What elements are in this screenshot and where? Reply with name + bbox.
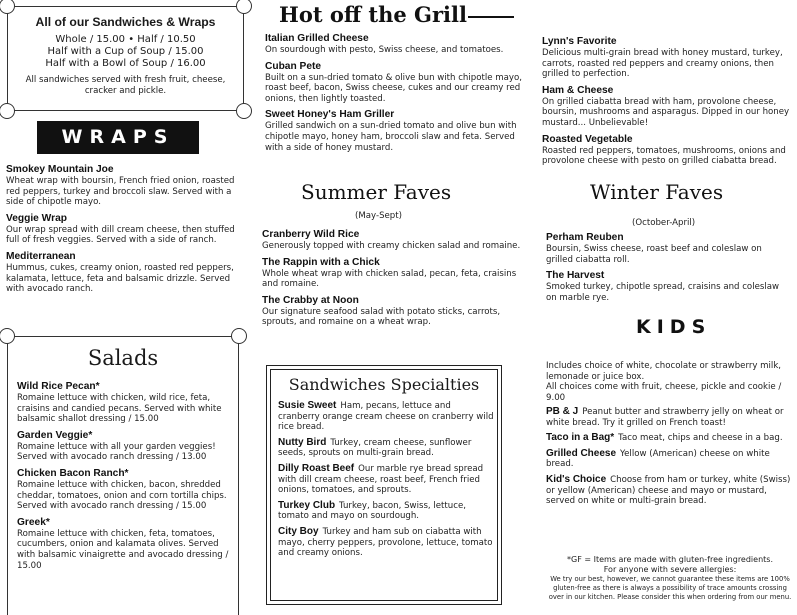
item-name: Turkey Club <box>278 499 336 511</box>
corner-notch <box>0 0 15 14</box>
item-desc: Built on a sun-dried tomato & olive bun with chipotle mayo, roast beef, bacon, Swiss cheese, cukes and our creamy red onions, then lightly toasted. <box>265 72 522 104</box>
pricing-line: Whole / 15.00 • Half / 10.50 <box>55 34 196 45</box>
salads-heading: Salads <box>87 346 159 370</box>
menu-item <box>278 401 495 433</box>
item-name: Italian Grilled Cheese <box>265 33 369 44</box>
item-name: Cranberry Wild Rice <box>262 229 360 240</box>
item-desc: Delicious multi-grain bread with honey mustard, turkey, carrots, roasted red peppers and creamy onions, then grilled to perfection. <box>542 48 783 80</box>
item-name: Perham Reuben <box>546 232 624 243</box>
corner-notch <box>0 328 15 344</box>
menu-item <box>265 33 530 56</box>
menu-item <box>262 295 522 328</box>
menu-item <box>278 501 495 522</box>
kids-intro-line: Includes choice of white, chocolate or strawberry milk, lemonade or juice box. <box>546 361 782 382</box>
item-desc: Choose from ham or turkey, white (Swiss) or yellow (American) cheese and mayo or mustard, served on white or multi-grain bread. <box>546 474 791 507</box>
item-desc: Whole wheat wrap with chicken salad, pecan, feta, craisins and romaine. <box>262 268 517 290</box>
kids-list <box>546 407 796 512</box>
wraps-heading: WRAPS <box>37 121 199 154</box>
pricing-title: All of our Sandwiches & Wraps <box>35 15 216 29</box>
menu-item <box>17 468 232 512</box>
menu-item <box>278 527 495 559</box>
menu-item <box>17 517 232 571</box>
menu-item <box>546 433 796 444</box>
pricing-box <box>7 6 244 111</box>
item-desc: Romaine lettuce with all your garden veggies! Served with avocado ranch dressing / 13.00 <box>17 441 216 463</box>
gf-line: *GF = Items are made with gluten-free ingredients. <box>567 555 773 564</box>
item-desc: Turkey and ham sub on ciabatta with mayo, cherry peppers, provolone, lettuce, tomato and creamy onions. <box>278 526 493 559</box>
item-name: PB & J <box>546 406 579 417</box>
menu-item <box>278 438 495 459</box>
menu-item <box>17 381 232 425</box>
item-desc: Romaine lettuce with chicken, bacon, shredded cheddar, tomatoes, onion and corn tortilla chips. Served with avocado ranch dressing / 15.00 <box>17 479 227 512</box>
menu-item <box>6 251 246 295</box>
allergy-disclaimer: We try our best, however, we cannot guarantee these items are 100% gluten-free as there is always a possibility of trace amounts crossing over in our kitchen. Please consider this when ordering from our menu. <box>548 575 792 601</box>
item-name: Roasted Vegetable <box>542 133 633 145</box>
item-name: Dilly Roast Beef <box>278 462 355 474</box>
menu-item <box>17 430 232 463</box>
item-desc: Romaine lettuce with chicken, wild rice, feta, craisins and candied pecans. Served with white balsamic shallot dressing / 15.00 <box>17 393 222 425</box>
menu-item <box>542 134 794 167</box>
menu-item <box>542 85 794 129</box>
item-desc: On sourdough with pesto, Swiss cheese, and tomatoes. <box>265 45 504 55</box>
item-name: Kid's Choice <box>546 473 607 485</box>
item-desc: Romaine lettuce with chicken, feta, tomatoes, cucumbers, onion and kalamata olives. Served with balsamic vinaigrette and avocado dressing / 15.00 <box>17 528 229 571</box>
menu-item <box>546 270 791 303</box>
menu-item <box>542 36 794 80</box>
salads-box <box>7 336 239 615</box>
item-desc: Grilled sandwich on a sun-dried tomato and olive bun with chipotle mayo, honey ham, broccoli slaw and feta. Served with a side of honey mustard. <box>265 121 517 153</box>
winter-list <box>546 232 791 308</box>
item-name: Taco in a Bag* <box>546 432 615 444</box>
item-name: City Boy <box>278 525 319 537</box>
menu-item <box>6 164 246 208</box>
corner-notch <box>231 328 247 344</box>
menu-item <box>546 475 796 507</box>
item-desc: Wheat wrap with boursin, French fried onion, roasted red peppers, turkey and broccoli slaw. Served with a side of chipotle mayo. <box>6 176 235 208</box>
item-desc: Hummus, cukes, creamy onion, roasted red peppers, kalamata, lettuce, feta and balsamic drizzle. Served with avocado ranch. <box>6 262 234 295</box>
menu-item <box>265 61 530 105</box>
menu-item <box>6 213 246 246</box>
menu-item <box>546 407 796 428</box>
menu-item <box>262 257 522 290</box>
menu-item <box>546 232 791 265</box>
kids-intro <box>546 361 796 403</box>
corner-notch <box>236 0 252 14</box>
winter-heading: Winter Faves <box>590 180 724 204</box>
grill-list <box>265 33 530 158</box>
item-name: Smokey Mountain Joe <box>6 164 114 175</box>
item-name: Wild Rice Pecan* <box>17 381 100 392</box>
specialties-heading: Sandwiches Specialties <box>288 375 480 394</box>
kids-intro-line: All choices come with fruit, cheese, pickle and cookie / 9.00 <box>546 382 782 403</box>
item-name: Nutty Bird <box>278 436 327 448</box>
corner-notch <box>0 103 15 119</box>
menu-item <box>278 464 495 496</box>
item-name: The Rappin with a Chick <box>262 256 380 268</box>
kids-heading: KIDS <box>636 316 712 338</box>
item-desc: Ham, pecans, lettuce and cranberry orange cream cheese on cranberry wild rice bread. <box>278 401 494 433</box>
item-desc: Turkey, bacon, Swiss, lettuce, tomato and mayo on sourdough. <box>278 500 466 522</box>
item-name: Chicken Bacon Ranch* <box>17 467 129 479</box>
item-desc: Yellow (American) cheese on white bread. <box>546 448 770 470</box>
item-desc: Our signature seafood salad with potato sticks, carrots, sprouts, and romaine on a wheat wrap. <box>262 306 501 328</box>
corner-notch <box>236 103 252 119</box>
summer-subtitle: (May-Sept) <box>355 211 402 221</box>
winter-subtitle: (October-April) <box>632 218 696 228</box>
grill-heading: Hot off the Grill <box>279 2 467 27</box>
item-name: The Harvest <box>546 270 605 282</box>
item-name: The Crabby at Noon <box>262 294 359 306</box>
summer-heading: Summer Faves <box>301 180 452 204</box>
allergy-line: For anyone with severe allergies: <box>603 565 737 574</box>
item-desc: On grilled ciabatta bread with ham, provolone cheese, boursin, mushrooms and asparagus. Dipped in our honey mustard... Unbelievable! <box>542 96 790 128</box>
menu-item <box>546 449 796 470</box>
item-name: Lynn's Favorite <box>542 36 617 47</box>
item-desc: Our wrap spread with dill cream cheese, then stuffed full of fresh veggies. Served with a side of ranch. <box>6 224 235 246</box>
heading-rule <box>468 16 514 18</box>
item-desc: Smoked turkey, chipotle spread, craisins and coleslaw on marble rye. <box>546 282 780 303</box>
gluten-free-note <box>545 555 795 601</box>
specialties-box <box>266 365 502 605</box>
item-desc: Our marble rye bread spread with dill cream cheese, roast beef, French fried onions, tomatoes, and sprouts. <box>278 463 484 496</box>
pricing-line: Half with a Bowl of Soup / 16.00 <box>45 58 206 69</box>
menu-item <box>265 109 530 153</box>
grill-list-right <box>542 36 794 172</box>
pricing-note: All sandwiches served with fresh fruit, cheese, cracker and pickle. <box>25 75 226 96</box>
item-name: Cuban Pete <box>265 60 322 72</box>
item-name: Susie Sweet <box>278 400 337 411</box>
pricing-line: Half with a Cup of Soup / 15.00 <box>47 46 204 57</box>
summer-list <box>262 229 522 333</box>
menu-item <box>262 229 522 252</box>
item-desc: Turkey, cream cheese, sunflower seeds, sprouts on multi-grain bread. <box>278 437 472 459</box>
item-desc: Peanut butter and strawberry jelly on wheat or white bread. Try it grilled on French toast! <box>546 407 784 428</box>
item-desc: Taco meat, chips and cheese in a bag. <box>618 433 783 444</box>
item-name: Sweet Honey's Ham Griller <box>265 109 395 121</box>
item-desc: Generously topped with creamy chicken salad and romaine. <box>262 241 521 251</box>
item-name: Grilled Cheese <box>546 447 617 459</box>
wraps-list <box>6 164 246 300</box>
item-name: Greek* <box>17 516 50 528</box>
item-name: Garden Veggie* <box>17 429 93 441</box>
item-desc: Roasted red peppers, tomatoes, mushrooms, onions and provolone cheese with pesto on grilled ciabatta bread. <box>542 145 786 167</box>
item-name: Mediterranean <box>6 250 76 262</box>
item-name: Ham & Cheese <box>542 84 614 96</box>
item-name: Veggie Wrap <box>6 212 67 224</box>
item-desc: Boursin, Swiss cheese, roast beef and coleslaw on grilled ciabatta roll. <box>546 244 762 265</box>
